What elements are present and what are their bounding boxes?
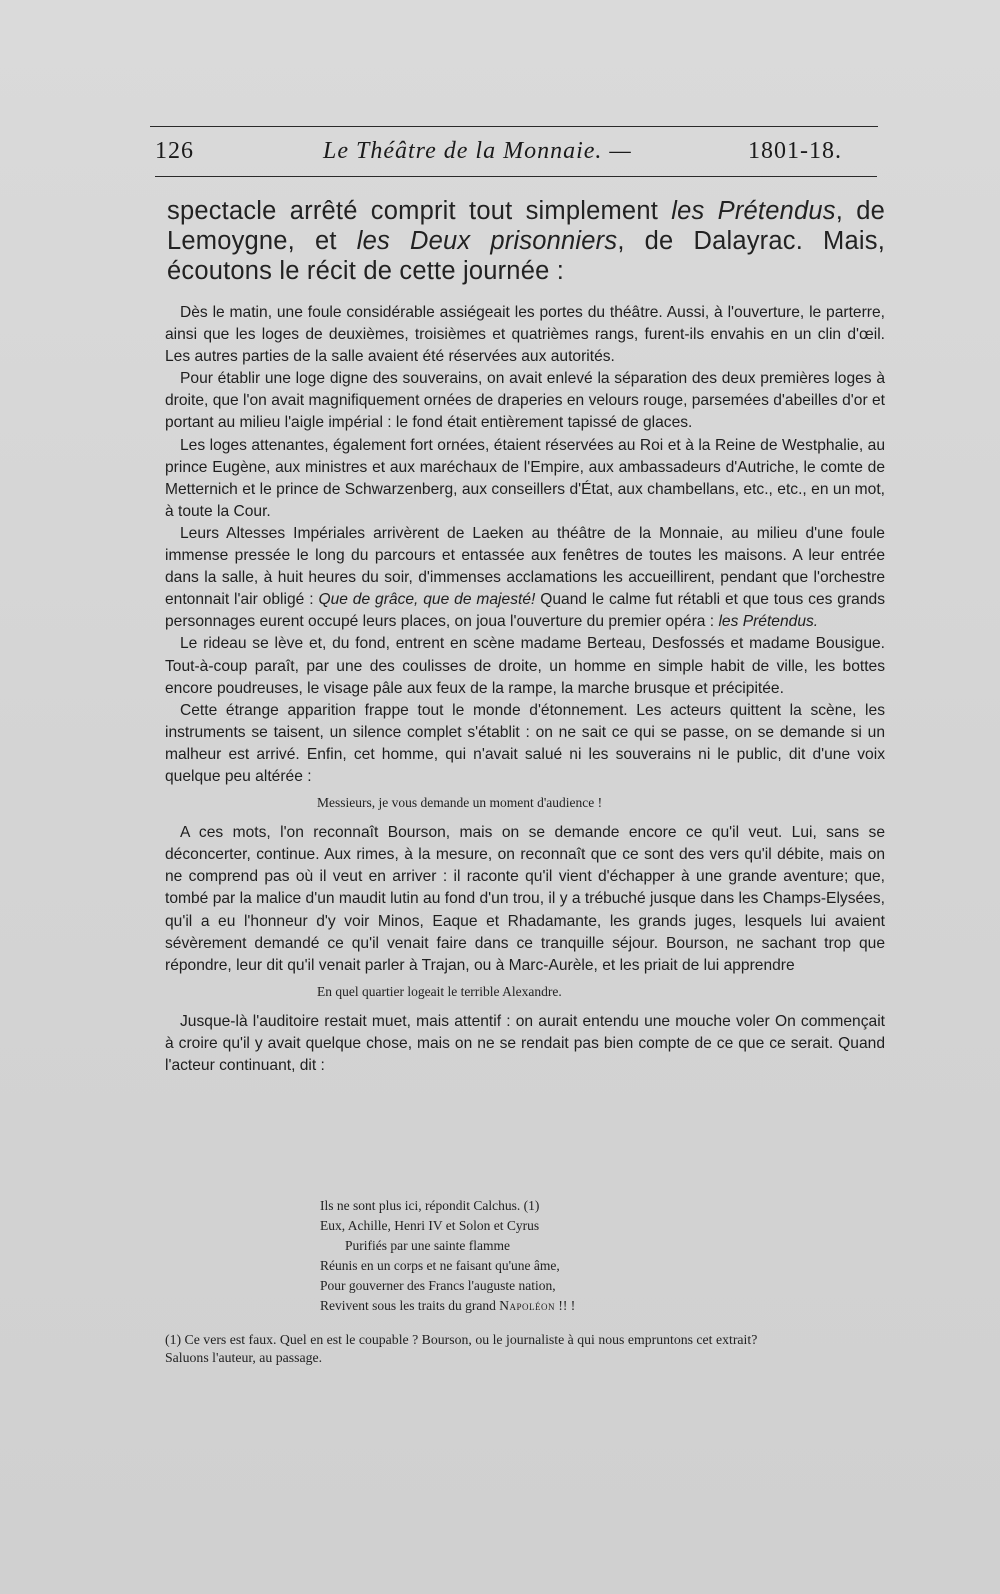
running-title: Le Théâtre de la Monnaie. — — [323, 138, 632, 164]
verse-line: Pour gouverner des Francs l'auguste nation, — [320, 1278, 556, 1293]
lead-text-2: , de Lemoygne, et — [167, 197, 885, 255]
page-number: 126 — [155, 138, 194, 164]
paragraph: Cette étrange apparition frappe tout le monde d'étonnement. Les acteurs quittent la scène, les instruments se taisent, un silence complet s'établit : on ne sait ce qui se passe, on se demande si un malheur est arrivé. Enfin, cet homme, qui n'avait salué ni les souverains ni le public, dit d'une voix quelque peu altérée : — [165, 701, 885, 785]
lead-text-1: spectacle arrêté comprit tout simplement — [167, 197, 672, 225]
lead-paragraph — [167, 196, 885, 286]
air-title: Que de grâce, que de majesté! — [318, 591, 536, 609]
verse-line — [320, 1296, 720, 1316]
paragraph: Le rideau se lève et, du fond, entrent en scène madame Berteau, Desfossés et madame Bousigue. Tout-à-coup paraît, par une des coulisses de droite, un homme en simple habit de ville, les bottes encore poudreuses, le visage pâle aux feux de la rampe, la marche brusque et précipitée. — [165, 635, 885, 697]
lead-text-3: , de Dalayrac. Mais, écoutons le récit de cette journée : — [167, 227, 885, 285]
paragraph: Jusque-là l'auditoire restait muet, mais attentif : on aurait entendu une mouche voler On commençait à croire qu'il y avait quelque chose, mais on ne se rendait pas bien compte de ce que ce serait. Quand l'acteur continuant, dit : — [165, 1012, 885, 1075]
running-header — [155, 132, 875, 172]
footnote — [165, 1331, 885, 1367]
running-dates: 1801-18. — [748, 138, 842, 164]
verse-line: Ils ne sont plus ici, répondit Calchus. (1) — [320, 1198, 540, 1213]
paragraph: Dès le matin, une foule considérable assiégeait les portes du théâtre. Aussi, à l'ouverture, le parterre, ainsi que les loges de deuxièmes, troisièmes et quatrièmes rangs, furent-ils envahis en un clin d'œil. Les autres parties de la salle avaient été réservées aux autorités. — [165, 304, 885, 366]
header-rule-top — [150, 126, 878, 127]
verse-text: Revivent sous les traits du grand — [320, 1298, 500, 1313]
lead-work-title-1: les Prétendus — [671, 197, 836, 225]
paragraph: Les loges attenantes, également fort ornées, étaient réservées au Roi et à la Reine de Westphalie, au prince Eugène, aux ministres et aux maréchaux de l'Empire, aux ambassadeurs d'Autriche, le comte de Metternich et le prince de Schwarzenberg, aux conseillers d'État, aux chambellans, etc., etc., en un mot, à toute la Cour. — [165, 436, 885, 520]
lead-work-title-2: les Deux prisonniers — [356, 227, 618, 255]
main-text — [165, 302, 885, 1077]
napoleon-name: Napoléon — [499, 1298, 555, 1313]
verse-block — [320, 1196, 720, 1316]
paragraph-text: Leurs Altesses Impériales arrivèrent de Laeken au théâtre de la Monnaie, au milieu d'une foule immense pressée le long du parcours et entassée aux fenêtres de toutes les maisons. A leur entrée dans la salle, à huit heures du soir, d'immenses acclamations les accueillirent, pendant que l'orchestre entonnait l'air obligé : — [165, 524, 885, 609]
verse-line: Eux, Achille, Henri IV et Solon et Cyrus — [320, 1218, 540, 1233]
opera-title: les Prétendus. — [718, 613, 819, 631]
paragraph — [165, 523, 885, 633]
footnote-line: Saluons l'auteur, au passage. — [165, 1350, 323, 1365]
paragraph: Pour établir une loge digne des souverains, on avait enlevé la séparation des deux premières loges à droite, que l'on avait magnifiquement ornées de draperies en velours rouge, parsemées d'abeilles d'or et portant au milieu l'aigle impérial : le fond était entièrement tapissé de glaces. — [165, 370, 885, 432]
quoted-verse: Messieurs, je vous demande un moment d'audience ! — [317, 795, 603, 811]
quoted-verse: En quel quartier logeait le terrible Alexandre. — [317, 983, 562, 999]
paragraph-text: Quand le calme fut rétabli et que tous ces grands personnages eurent occupé leurs places, on joua l'ouverture du premier opéra : — [165, 591, 885, 631]
verse-line: Réunis en un corps et ne faisant qu'une âme, — [320, 1258, 560, 1273]
verse-text: !! ! — [554, 1298, 576, 1313]
header-rule-bottom — [155, 176, 877, 177]
verse-line: Purifiés par une sainte flamme — [345, 1238, 510, 1253]
footnote-line: (1) Ce vers est faux. Quel en est le coupable ? Bourson, ou le journaliste à qui nous empruntons cet extrait? — [165, 1332, 758, 1347]
paragraph: A ces mots, l'on reconnaît Bourson, mais on se demande encore ce qu'il veut. Lui, sans se déconcerter, continue. Aux rimes, à la mesure, on reconnaît que ce sont des vers qu'il débite, mais on ne comprend pas où il veut en arriver : il raconte qu'il vient d'échapper à une grande aventure; que, tombé par la malice d'un maudit lutin au fond d'un trou, il y a trébuché jusque dans les Champs-Elysées, qu'il a eu l'honneur d'y voir Minos, Eaque et Rhadamante, les grands juges, lesquels lui avaient sévèrement demandé ce qu'il venait faire dans ce tranquille séjour. Bourson, ne sachant trop que répondre, leur dit qu'il venait parler à Trajan, ou à Marc-Aurèle, et les priait de lui apprendre — [165, 824, 885, 974]
